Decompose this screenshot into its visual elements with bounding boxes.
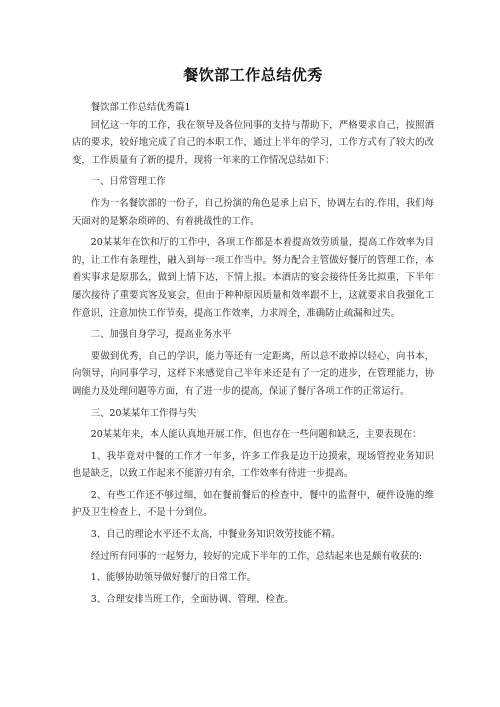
list-item-problem-1: 1、我毕竟对中餐的工作才一年多，许多工作我是边干边摸索，现场管控业务知识也是缺乏，以致工作起来不能游刃有余，工作效率有待进一步提高。 bbox=[72, 450, 434, 480]
list-item-gain-1: 1、能够协助领导做好餐厅的日常工作。 bbox=[90, 572, 257, 584]
paragraph-role: 作为一名餐饮部的一份子，自己扮演的角色是承上启下，协调左右的.作用，我们每天面对的是繁杂琐碎的、有着挑战性的工作。 bbox=[72, 197, 434, 227]
list-item-problem-2: 2、有些工作还不够过细，如在餐前餐后的检查中，餐中的监督中，硬件设施的维护及卫生检查上，不是十分到位。 bbox=[72, 489, 434, 519]
document-title: 餐饮部工作总结优秀 bbox=[183, 66, 323, 84]
paragraph-restaurant-work: 20某某年在饮和厅的工作中，各项工作都是本着提高效劳质量，提高工作效率为目的，让工作有条理性，融入到每一项工作当中。努力配合主管做好餐厅的管理工作，本着实事求是原那么，做到上情下达，下情上报。本酒店的宴会接待任务比拟重，下半年屡次接待了重要宾客及宴会，但由于种种原因质量和效率跟不上，这就要求自我强化工作意识，注意加快工作节奏，提高工作效率，力求周全，准确防止疏漏和过失。 bbox=[72, 237, 434, 319]
paragraph-gains-intro: 经过所有同事的一起努力，较好的完成下半年的工作，总结起来也是颇有收获的: bbox=[90, 550, 423, 562]
paragraph-problems-intro: 20某某年来，本人能认真地开展工作，但也存在一些问题和缺乏，主要表现在： bbox=[90, 429, 422, 441]
document-subtitle: 餐饮部工作总结优秀篇1 bbox=[90, 102, 191, 113]
paragraph-study: 要做到优秀，自己的学识，能力等还有一定距离，所以总不敢掉以轻心，向书本，向领导，向同事学习，这样下来感觉自己半年来还是有了一定的进步，在管理能力，协调能力及处理问题等方面，有了进一步的提高，保证了餐厅各项工作的正常运行。 bbox=[72, 350, 434, 397]
list-item-gain-3: 3、合理安排当班工作，全面协调、管理、检查。 bbox=[90, 593, 294, 605]
section-heading-gains-losses: 三、20某某年工作得与失 bbox=[90, 407, 197, 419]
paragraph-intro: 回忆这一年的工作，我在领导及各位同事的支持与帮助下，严格要求自己，按照酒店的要求，较好地完成了自己的本职工作，通过上半年的学习，工作方式有了较大的改变，工作质量有了新的提升，现将一年来的工作情况总结如下： bbox=[72, 119, 434, 166]
list-item-problem-3: 3、自己的理论水平还不太高，中餐业务知识效劳技能不精。 bbox=[90, 529, 341, 541]
section-heading-daily-management: 一、日常管理工作 bbox=[90, 176, 166, 188]
section-heading-self-study: 二、加强自身学习，提高业务水平 bbox=[90, 329, 232, 341]
